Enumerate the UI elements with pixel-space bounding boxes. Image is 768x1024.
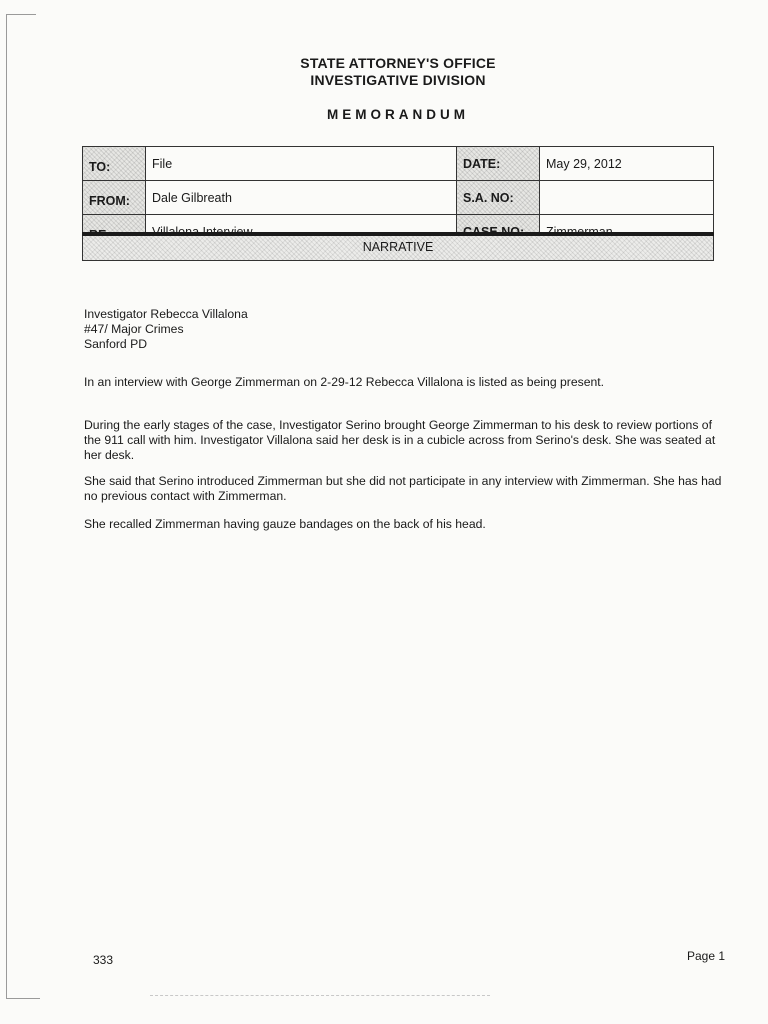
scan-edge-top bbox=[6, 14, 36, 15]
to-value: File bbox=[146, 147, 457, 181]
scan-edge-bottom bbox=[6, 998, 40, 999]
bates-number: 333 bbox=[93, 953, 114, 967]
address-line-3: Sanford PD bbox=[84, 337, 148, 351]
narrative-heading: NARRATIVE bbox=[82, 236, 714, 261]
paragraph-2: During the early stages of the case, Investigator Serino brought George Zimmerman to his desk to review portions of the 911 call with him. Investigator Villalona said her desk is in a cubicle across from Serino's desk. She was seated at her desk. bbox=[84, 418, 716, 462]
division-title: INVESTIGATIVE DIVISION bbox=[310, 72, 486, 88]
address-line-1: Investigator Rebecca Villalona bbox=[84, 307, 248, 321]
sa-no-value bbox=[540, 181, 714, 215]
scan-edge-left bbox=[6, 14, 7, 999]
date-label: DATE: bbox=[457, 147, 540, 181]
date-value: May 29, 2012 bbox=[540, 147, 714, 181]
paragraph-4: She recalled Zimmerman having gauze bandages on the back of his head. bbox=[84, 517, 486, 531]
sa-no-label: S.A. NO: bbox=[457, 181, 540, 215]
header-row-to bbox=[83, 147, 714, 181]
paragraph-3: She said that Serino introduced Zimmerman but she did not participate in any interview with Zimmerman. She has had no previous contact with Zimmerman. bbox=[84, 474, 722, 503]
scan-artifact-line bbox=[150, 995, 490, 997]
header-row-from bbox=[83, 181, 714, 215]
office-title: STATE ATTORNEY'S OFFICE bbox=[300, 55, 496, 71]
memorandum-heading: MEMORANDUM bbox=[327, 107, 469, 122]
paragraph-1: In an interview with George Zimmerman on 2-29-12 Rebecca Villalona is listed as being present. bbox=[84, 375, 605, 389]
subject-address bbox=[84, 307, 724, 352]
address-line-2: #47/ Major Crimes bbox=[84, 322, 184, 336]
to-label: TO: bbox=[83, 147, 146, 181]
page-label: Page 1 bbox=[687, 949, 726, 963]
from-value: Dale Gilbreath bbox=[146, 181, 457, 215]
from-label: FROM: bbox=[83, 181, 146, 215]
